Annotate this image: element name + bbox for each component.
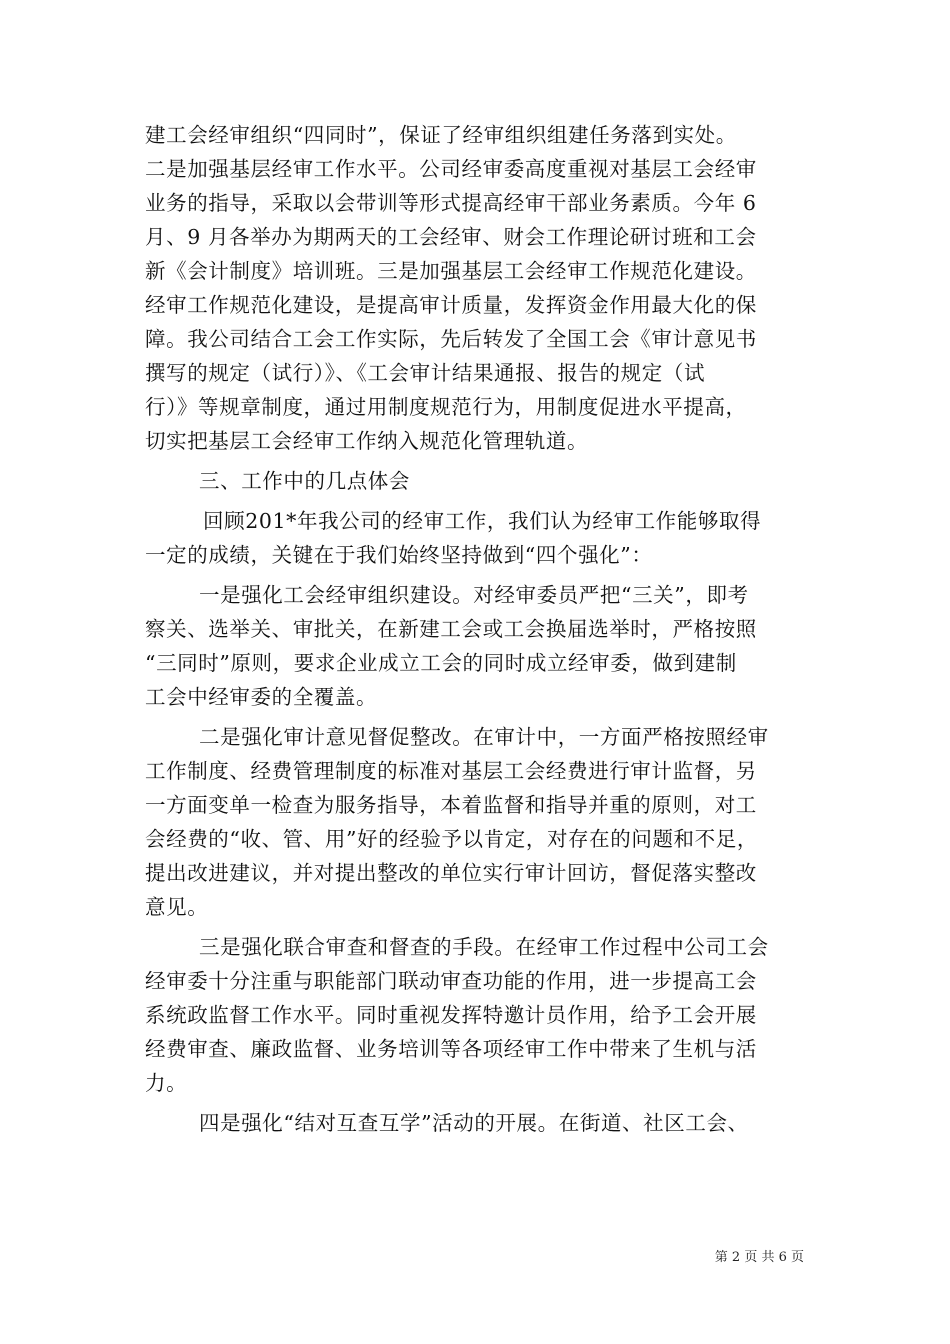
text-line: 建工会经审组织“四同时”，保证了经审组织组建任务落到实处。	[145, 123, 737, 147]
text-line: 会经费的“收、管、用”好的经验予以肯定，对存在的问题和不足，	[145, 827, 758, 851]
text-line: 察关、选举关、审批关，在新建工会或工会换届选举时，严格按照	[145, 617, 757, 641]
text-line: 经审工作规范化建设，是提高审计质量，发挥资金作用最大化的保	[145, 293, 757, 317]
text-line: 经费审查、廉政监督、业务培训等各项经审工作中带来了生机与活	[145, 1037, 757, 1061]
text-line: 二是加强基层经审工作水平。公司经审委高度重视对基层工会经审	[145, 157, 757, 181]
text-line: 月、9 月各举办为期两天的工会经审、财会工作理论研讨班和工会	[145, 225, 757, 249]
section-heading: 三、工作中的几点体会	[199, 469, 410, 493]
text-line: 一定的成绩，关键在于我们始终坚持做到“四个强化”：	[145, 543, 653, 567]
text-line: 障。我公司结合工会工作实际，先后转发了全国工会《审计意见书	[145, 327, 757, 351]
text-line: “三同时”原则，要求企业成立工会的同时成立经审委，做到建制	[145, 651, 737, 675]
text-line: 力。	[145, 1071, 188, 1095]
text-line: 提出改进建议，并对提出整改的单位实行审计回访，督促落实整改	[145, 861, 757, 885]
text-line: 新《会计制度》培训班。三是加强基层工会经审工作规范化建设。	[145, 259, 757, 283]
text-line: 撰写的规定（试行）》、《工会审计结果通报、报告的规定（试	[145, 361, 706, 385]
text-line: 经审委十分注重与职能部门联动审查功能的作用，进一步提高工会	[145, 969, 757, 993]
body-text	[145, 118, 821, 1140]
text-line: 回顾201*年我公司的经审工作，我们认为经审工作能够取得	[203, 509, 762, 533]
text-line: 行）》等规章制度，通过用制度规范行为，用制度促进水平提高，	[145, 395, 747, 419]
text-line: 一方面变单一检查为服务指导，本着监督和指导并重的原则，对工	[145, 793, 757, 817]
text-line: 工会中经审委的全覆盖。	[145, 685, 378, 709]
text-line: 意见。	[145, 895, 209, 919]
text-line: 三是强化联合审查和督查的手段。在经审工作过程中公司工会	[199, 935, 769, 959]
text-line: 工作制度、经费管理制度的标准对基层工会经费进行审计监督，另	[145, 759, 757, 783]
text-line: 切实把基层工会经审工作纳入规范化管理轨道。	[145, 429, 589, 453]
text-line: 系统政监督工作水平。同时重视发挥特邀计员作用，给予工会开展	[145, 1003, 757, 1027]
text-line: 四是强化“结对互查互学”活动的开展。在街道、社区工会、	[199, 1111, 749, 1135]
page-number: 第 2 页 共 6 页	[714, 1250, 804, 1265]
text-line: 二是强化审计意见督促整改。在审计中，一方面严格按照经审	[199, 725, 769, 749]
text-line: 一是强化工会经审组织建设。对经审委员严把“三关”，即考	[199, 583, 749, 607]
text-line: 业务的指导，采取以会带训等形式提高经审干部业务素质。今年 6	[145, 191, 757, 215]
